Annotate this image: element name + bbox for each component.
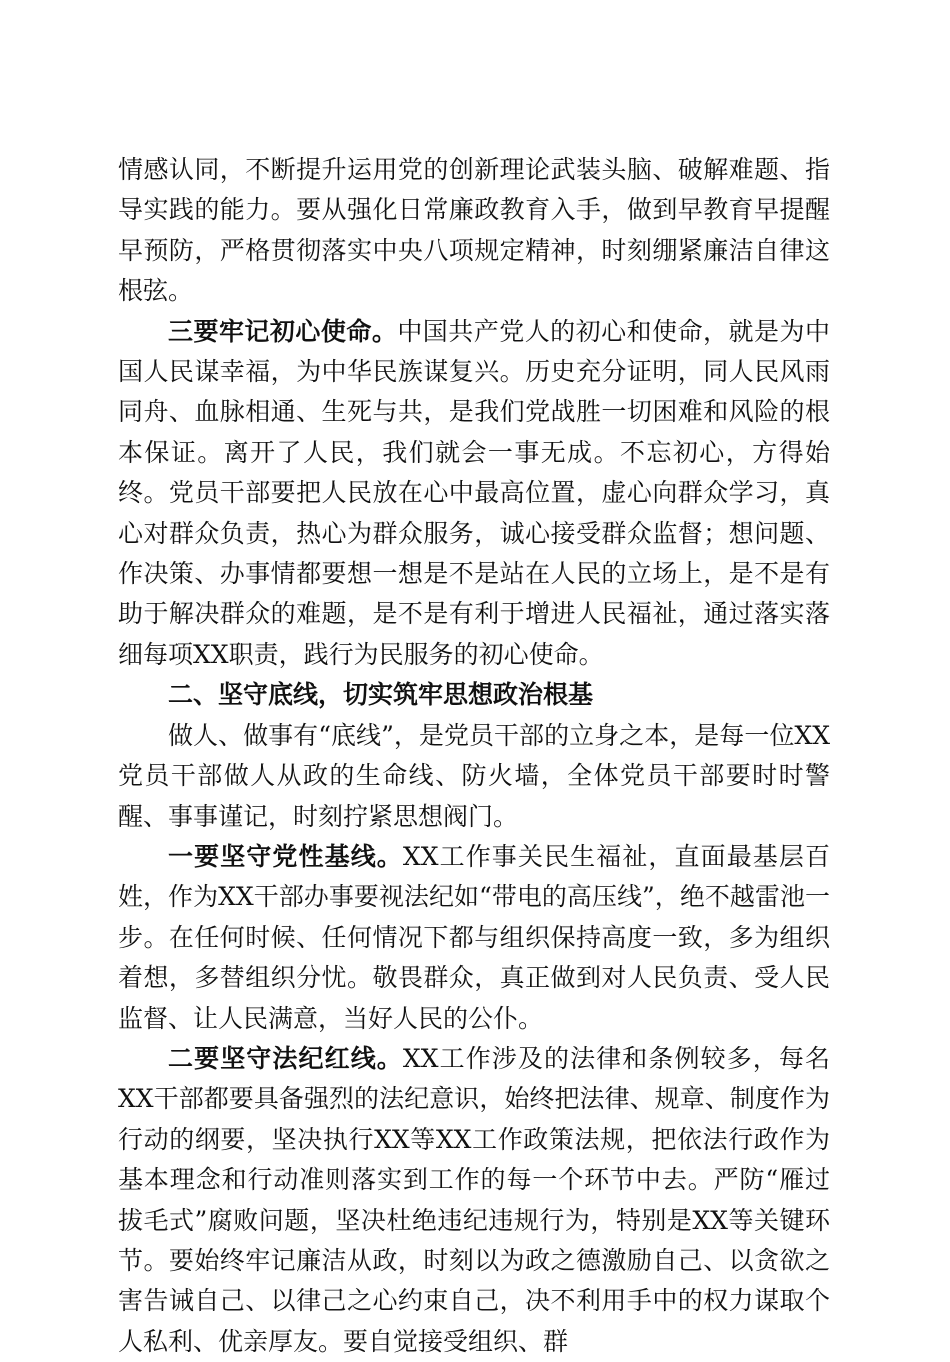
paragraph-text: 中国共产党人的初心和使命，就是为中国人民谋幸福，为中华民族谋复兴。历史充分证明，同人民风雨同舟、血脉相通、生死与共，是我们党战胜一切困难和风险的根本保证。离开了人民，我们就会一事无成。不忘初心，方得始终。党员干部要把人民放在心中最高位置，虚心向群众学习，真心对群众负责，热心为群众服务，诚心接受群众监督；想问题、作决策、办事情都要想一想是不是站在人民的立场上，是不是有助于解决群众的难题，是不是有利于增进人民福祉，通过落实落细每项XX职责，践行为民服务的初心使命。 xyxy=(118,316,830,669)
paragraph-party-baseline xyxy=(118,837,830,1039)
paragraph-text: 做人、做事有“底线”，是党员干部的立身之本，是每一位XX党员干部做人从政的生命线、防火墙，全体党员干部要时时警醒、事事谨记，时刻拧紧思想阀门。 xyxy=(118,720,830,831)
paragraph-lead: 三要牢记初心使命。 xyxy=(168,316,398,346)
paragraph-text: 情感认同，不断提升运用党的创新理论武装头脑、破解难题、指导实践的能力。要从强化日常廉政教育入手，做到早教育早提醒早预防，严格贯彻落实中央八项规定精神，时刻绷紧廉洁自律这根弦。 xyxy=(118,155,830,306)
document-page xyxy=(118,150,830,1362)
paragraph-bottom-line xyxy=(118,716,830,837)
paragraph-text: XX工作事关民生福祉，直面最基层百姓，作为XX干部办事要视法纪如“带电的高压线”，绝不越雷池一步。在任何时候、任何情况下都与组织保持高度一致，多为组织着想，多替组织分忧。敬畏群众，真正做到对人民负责、受人民监督、让人民满意，当好人民的公仆。 xyxy=(118,841,830,1033)
paragraph-lead: 一要坚守党性基线。 xyxy=(168,841,403,871)
section-heading xyxy=(118,675,830,715)
paragraph-mission xyxy=(118,312,830,676)
paragraph-continuation xyxy=(118,150,830,312)
paragraph-text: XX工作涉及的法律和条例较多，每名XX干部都要具备强烈的法纪意识，始终把法律、规章、制度作为行动的纲要，坚决执行XX等XX工作政策法规，把依法行政作为基本理念和行动准则落实到工作的每一个环节中去。严防“雁过拔毛式”腐败问题，坚决杜绝违纪违规行为，特别是XX等关键环节。要始终牢记廉洁从政，时刻以为政之德激励自己、以贪欲之害告诫自己、以律己之心约束自己，决不利用手中的权力谋取个人私利、优亲厚友。要自觉接受组织、群 xyxy=(118,1043,830,1356)
section-heading-text: 二、坚守底线，切实筑牢思想政治根基 xyxy=(168,680,594,710)
paragraph-lead: 二要坚守法纪红线。 xyxy=(168,1043,403,1073)
paragraph-law-redline xyxy=(118,1039,830,1362)
